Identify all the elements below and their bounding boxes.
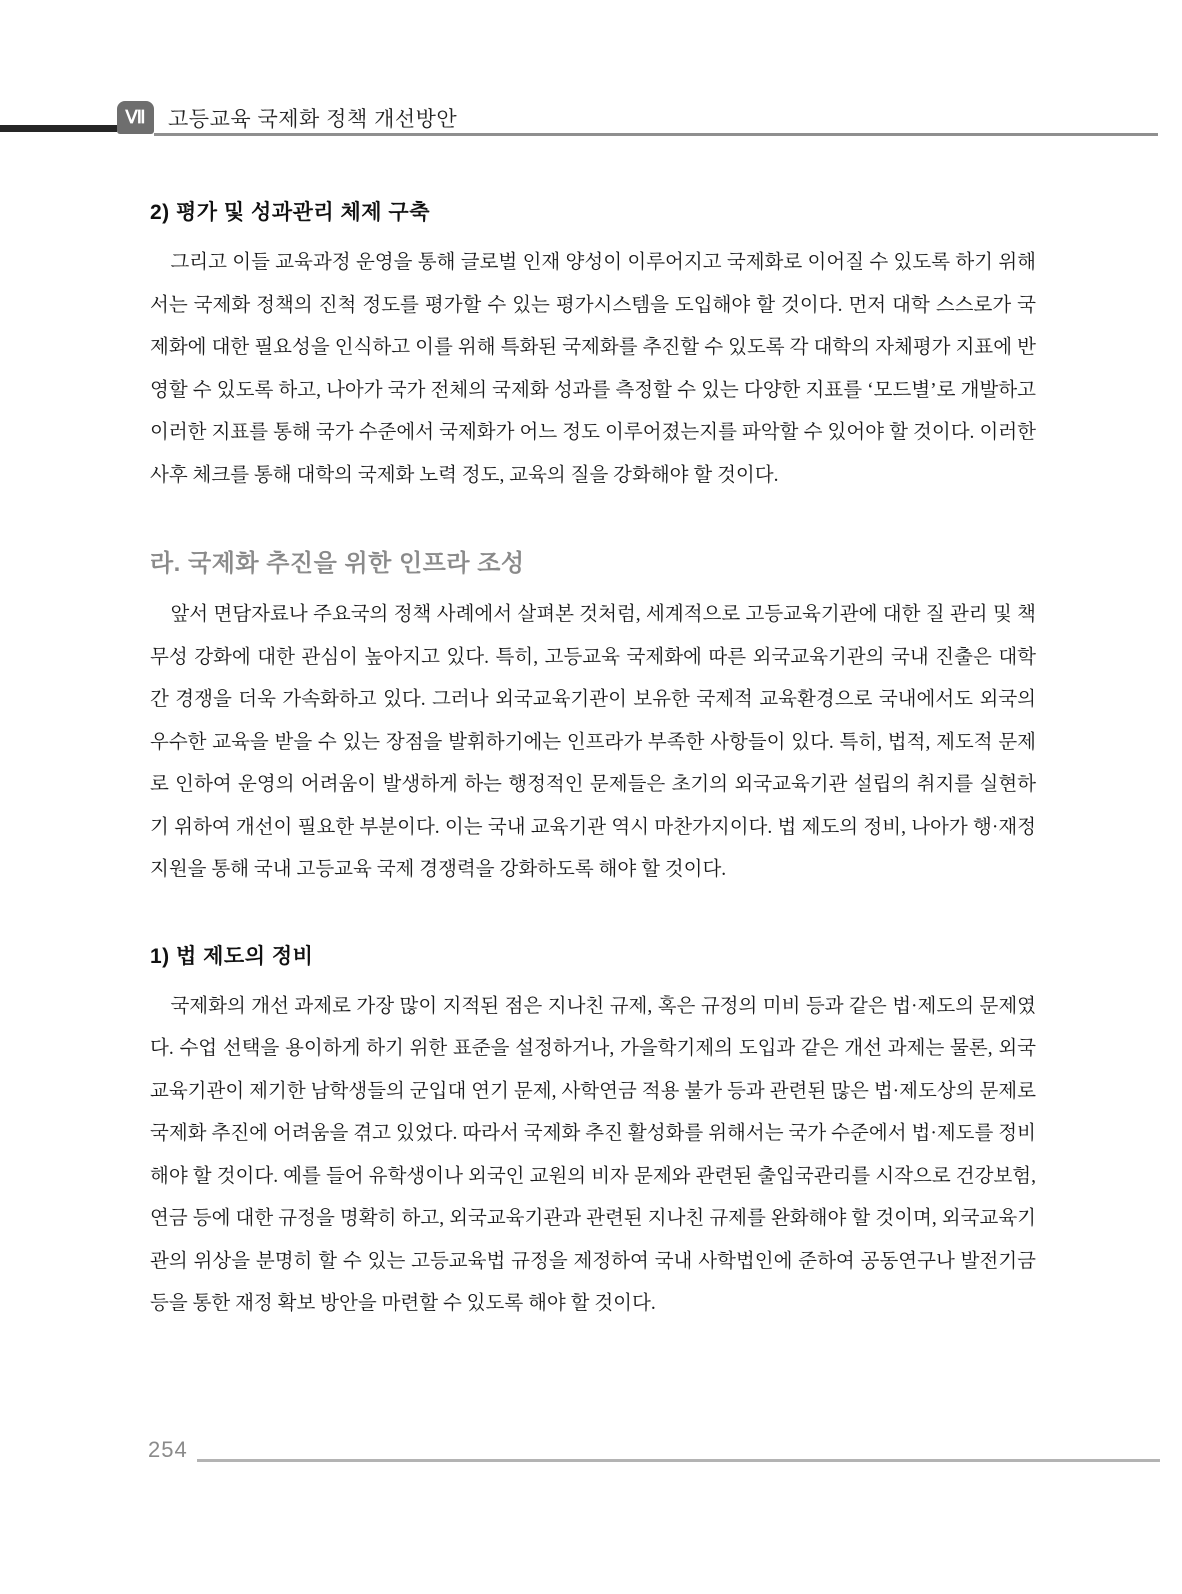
section-paragraph-infrastructure: 앞서 면담자료나 주요국의 정책 사례에서 살펴본 것처럼, 세계적으로 고등교육기관에 대한 질 관리 및 책무성 강화에 대한 관심이 높아지고 있다. 특히, 고등교육 국제화에 따른 외국교육기관의 국내 진출은 대학 간 경쟁을 더욱 가속화하고 있다. 그러나 외국교육기관이 보유한 국제적 교육환경으로 국내에서도 외국의 우수한 교육을 받을 수 있는 장점을 발휘하기에는 인프라가 부족한 사항들이 있다. 특히, 법적, 제도적 문제로 인하여 운영의 어려움이 발생하게 하는 행정적인 문제들은 초기의 외국교육기관 설립의 취지를 실현하기 위하여 개선이 필요한 부분이다. 이는 국내 교육기관 역시 마찬가지이다. 법 제도의 정비, 나아가 행·재정 지원을 통해 국내 고등교육 국제 경쟁력을 강화하도록 해야 할 것이다. [150, 604, 1036, 880]
section-paragraph-legal: 국제화의 개선 과제로 가장 많이 지적된 점은 지나친 규제, 혹은 규정의 미비 등과 같은 법·제도의 문제였다. 수업 선택을 용이하게 하기 위한 표준을 설정하거나, 가을학기제의 도입과 같은 개선 과제는 물론, 외국교육기관이 제기한 남학생들의 군입대 연기 문제, 사학연금 적용 불가 등과 관련된 많은 법·제도상의 문제로 국제화 추진에 어려움을 겪고 있었다. 따라서 국제화 추진 활성화를 위해서는 국가 수준에서 법·제도를 정비해야 할 것이다. 예를 들어 유학생이나 외국인 교원의 비자 문제와 관련된 출입국관리를 시작으로 건강보험, 연금 등에 대한 규정을 명확히 하고, 외국교육기관과 관련된 지나친 규제를 완화해야 할 것이며, 외국교육기관의 위상을 분명히 할 수 있는 고등교육법 규정을 제정하여 국내 사학법인에 준하여 공동연구나 발전기금 등을 통한 재정 확보 방안을 마련할 수 있도록 해야 할 것이다. [150, 995, 1036, 1314]
header-rule-right [154, 133, 1158, 136]
chapter-title: 고등교육 국제화 정책 개선방안 [168, 108, 458, 131]
footer-rule [197, 1459, 1160, 1462]
section-heading-evaluation: 2) 평가 및 성과관리 체제 구축 [150, 201, 430, 224]
section-heading-infrastructure: 라. 국제화 추진을 위한 인프라 조성 [150, 550, 525, 577]
section-heading-legal: 1) 법 제도의 정비 [150, 944, 314, 968]
page-number: 254 [148, 1437, 188, 1462]
page-content [150, 196, 1036, 1326]
header-rule-left [0, 125, 117, 132]
section-paragraph-evaluation: 그리고 이들 교육과정 운영을 통해 글로벌 인재 양성이 이루어지고 국제화로 이어질 수 있도록 하기 위해서는 국제화 정책의 진척 정도를 평가할 수 있는 평가시스템을 도입해야 할 것이다. 먼저 대학 스스로가 국제화에 대한 필요성을 인식하고 이를 위해 특화된 국제화를 추진할 수 있도록 각 대학의 자체평가 지표에 반영할 수 있도록 하고, 나아가 국가 전체의 국제화 성과를 측정할 수 있는 다양한 지표를 ‘모드별’로 개발하고 이러한 지표를 통해 국가 수준에서 국제화가 어느 정도 이루어졌는지를 파악할 수 있어야 할 것이다. 이러한 사후 체크를 통해 대학의 국제화 노력 정도, 교육의 질을 강화해야 할 것이다. [150, 252, 1036, 486]
chapter-number-badge [117, 101, 154, 134]
chapter-number: Ⅶ [125, 107, 146, 127]
